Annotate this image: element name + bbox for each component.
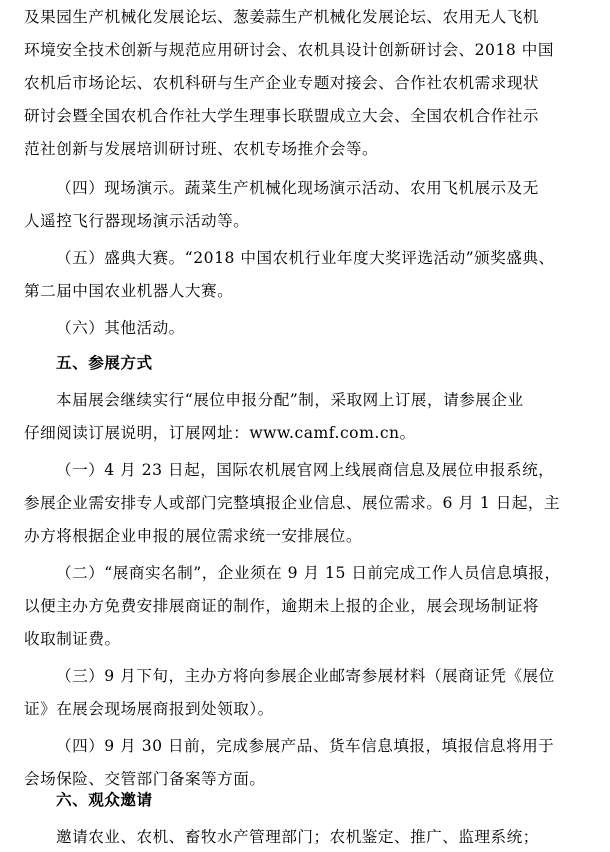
- paragraph-line: 本届展会继续实行“展位申报分配”制，采取网上订展，请参展企业: [56, 391, 524, 409]
- paragraph-line: 证》在展会现场展商报到处领取）。: [24, 700, 274, 718]
- paragraph-line: 农机后市场论坛、农机科研与生产企业专题对接会、合作社农机需求现状: [24, 74, 540, 92]
- paragraph-line: （二）“展商实名制”，企业须在 9 月 15 日前完成工作人员信息填报，: [56, 564, 561, 582]
- paragraph-line: 第二届中国农业机器人大赛。: [24, 282, 234, 300]
- paragraph-line: 仔细阅读订展说明，订展网址：www.camf.com.cn。: [24, 424, 416, 442]
- paragraph-line: 收取制证费。: [24, 630, 121, 648]
- paragraph-line: 办方将根据企业申报的展位需求统一安排展位。: [24, 527, 362, 545]
- paragraph-line: 参展企业需安排专人或部门完整填报企业信息、展位需求。6 月 1 日起，主: [24, 494, 561, 512]
- paragraph-line: （一）4 月 23 日起，国际农机展官网上线展商信息及展位申报系统，: [56, 461, 555, 479]
- paragraph-line: （四）现场演示。蔬菜生产机械化现场演示活动、农用飞机展示及无: [56, 179, 539, 197]
- paragraph-line: 及果园生产机械化发展论坛、葱姜蒜生产机械化发展论坛、农用无人飞机: [24, 8, 540, 26]
- paragraph-line: （五）盛典大赛。“2018 中国农机行业年度大奖评选活动”颁奖盛典、: [56, 249, 555, 267]
- paragraph-line: 人遥控飞行器现场演示活动等。: [24, 212, 250, 230]
- paragraph-line: （三）9 月下旬，主办方将向参展企业邮寄参展材料（展商证凭《展位: [56, 667, 555, 685]
- paragraph-line: （六）其他活动。: [56, 319, 185, 337]
- section-heading: 五、参展方式: [56, 353, 153, 372]
- section-heading: 六、观众邀请: [56, 790, 153, 809]
- paragraph-line: 研讨会暨全国农机合作社大学生理事长联盟成立大会、全国农机合作社示: [24, 107, 540, 125]
- paragraph-line: 范社创新与发展培训研讨班、农机专场推介会等。: [24, 140, 379, 158]
- paragraph-line: （四）9 月 30 日前，完成参展产品、货车信息填报，填报信息将用于: [56, 737, 555, 755]
- paragraph-line: 会场保险、交管部门备案等方面。: [24, 770, 266, 788]
- paragraph-line: 邀请农业、农机、畜牧水产管理部门；农机鉴定、推广、监理系统；: [56, 828, 539, 846]
- paragraph-line: 环境安全技术创新与规范应用研讨会、农机具设计创新研讨会、2018 中国: [24, 41, 554, 59]
- paragraph-line: 以便主办方免费安排展商证的制作，逾期未上报的企业，展会现场制证将: [24, 597, 540, 615]
